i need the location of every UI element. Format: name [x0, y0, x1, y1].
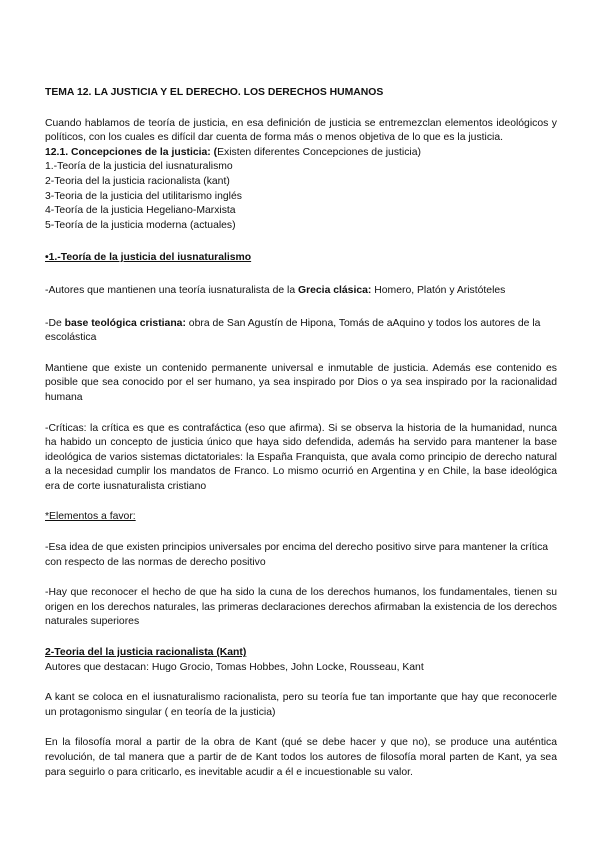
- list-item: 3-Teoria de la justicia del utilitarismo inglés: [45, 190, 242, 202]
- intro-paragraph: Cuando hablamos de teoría de justicia, en esa definición de justicia se entremezclan elementos ideológicos y políticos, con los cuales es difícil dar cuenta de forma más o menos objetiva de lo que es la justicia.: [45, 117, 557, 144]
- section-1-heading: •1.-Teoría de la justicia del iusnaturalismo: [45, 252, 252, 264]
- section-1-christian-paragraph: [45, 317, 557, 346]
- greek-text-c: Homero, Platón y Aristóteles: [371, 284, 506, 296]
- section-1-content-paragraph: Mantiene que existe un contenido permanente universal e inmutable de justicia. Además ese contenido es posible que sea conocido por el ser humano, ya sea inspirado por Dios o ya sea inspirado por la racionalidad humana: [45, 362, 557, 403]
- favor-heading: *Elementos a favor:: [45, 511, 136, 523]
- list-item: 4-Teoría de la justicia Hegeliano-Marxista: [45, 205, 236, 217]
- section-121-heading-bold: 12.1. Concepciones de la justicia: (: [45, 146, 218, 158]
- christian-text-bold: base teológica cristiana:: [64, 317, 186, 329]
- page-title: TEMA 12. LA JUSTICIA Y EL DERECHO. LOS DERECHOS HUMANOS: [45, 87, 384, 98]
- section-2-paragraph-1: A kant se coloca en el iusnaturalismo racionalista, pero su teoría fue tan importante que hay que reconocerle un protagonismo singular ( en teoría de la justicia): [45, 692, 557, 718]
- list-item: 2-Teoria del la justicia racionalista (kant): [45, 175, 230, 187]
- section-121-heading-rest: Existen diferentes Concepciones de justicia): [217, 146, 421, 158]
- christian-text-c: obra de San Agustín de Hipona, Tomás de aAquino y todos los autores de la escolástica: [45, 317, 541, 344]
- greek-text-bold: Grecia clásica:: [298, 284, 372, 296]
- favor-paragraph-1: -Esa idea de que existen principios universales por encima del derecho positivo sirve para mantener la crítica con respecto de las normas de derecho positivo: [45, 542, 549, 568]
- christian-text-a: -De: [45, 317, 65, 329]
- section-121-heading: [45, 146, 557, 161]
- favor-paragraph-2: -Hay que reconocer el hecho de que ha sido la cuna de los derechos humanos, los fundamentales, tienen su origen en los derechos naturales, las primeras declaraciones derechos afirmaban la existencia de los derechos naturales superiores: [45, 587, 557, 628]
- list-item: 5-Teoría de la justicia moderna (actuales): [45, 219, 236, 231]
- concepciones-list: [45, 160, 557, 233]
- section-1-greek-paragraph: [45, 284, 557, 299]
- section-2-authors: Autores que destacan: Hugo Grocio, Tomas Hobbes, John Locke, Rousseau, Kant: [45, 661, 424, 673]
- document-page: [45, 86, 557, 780]
- section-2-heading: 2-Teoria del la justicia racionalista (Kant): [45, 647, 247, 659]
- section-2-paragraph-2: En la filosofía moral a partir de la obra de Kant (qué se debe hacer y que no), se produce una auténtica revolución, de tal manera que a partir de de Kant todos los autores de filosofía moral parten de Kant, ya sea para seguirlo o para criticarlo, es inevitable acudir a él e incuestionable su valor.: [45, 737, 557, 778]
- list-item: 1.-Teoría de la justicia del iusnaturalismo: [45, 161, 233, 173]
- greek-text-a: -Autores que mantienen una teoría iusnaturalista de la: [45, 284, 298, 296]
- section-1-critics-paragraph: -Críticas: la crítica es que es contrafáctica (eso que afirma). Si se observa la historia de la humanidad, nunca ha habido un concepto de justicia único que haya sido defendida, además ha servido para mantener la base ideológica de varios sistemas dictatoriales: la España Franquista, que avala como principio de derecho natural a la necesidad cumplir los mandatos de Franco. Lo mismo ocurrió en Argentina y en Chile, la base ideológica era de corte iusnaturalista cristiano: [45, 422, 557, 492]
